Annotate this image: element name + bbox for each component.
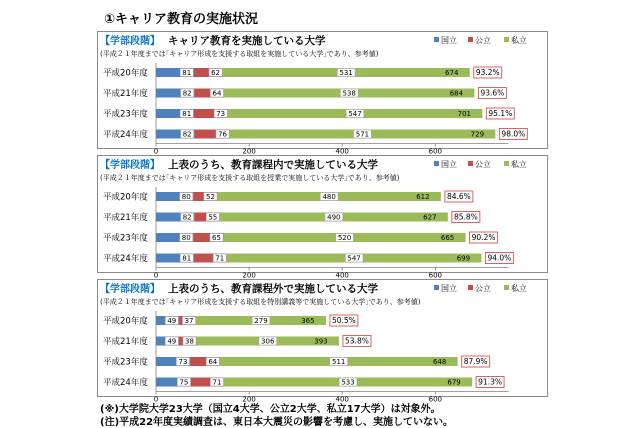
category-label: 平成21年度: [103, 89, 148, 99]
page-title: ①キャリア教育の実施状況: [104, 12, 259, 27]
chart-svg: [98, 156, 549, 280]
value-label: 306: [261, 337, 275, 346]
value-label: 73: [216, 110, 226, 118]
legend-label: 公立: [475, 160, 491, 169]
legend-swatch-1: [468, 37, 473, 42]
value-label: 75: [179, 378, 189, 387]
x-tick-label: 400: [335, 395, 349, 404]
value-label: 547: [348, 110, 362, 118]
value-label: 49: [167, 337, 177, 346]
x-tick-label: 0: [153, 395, 159, 404]
total-label: 684: [449, 89, 464, 98]
x-tick-label: 200: [242, 271, 256, 280]
value-label: 531: [339, 69, 353, 77]
footnote-excluded: (※)大学院大学23大学（国立4大学、公立2大学、私立17大学）は対象外。: [100, 404, 441, 415]
value-label: 279: [254, 317, 268, 325]
chart-title: キャリア教育を実施している大学: [168, 35, 326, 47]
x-tick-label: 0: [153, 271, 159, 280]
category-label: 平成21年度: [103, 213, 148, 223]
total-label: 393: [314, 337, 328, 346]
x-tick-label: 400: [335, 147, 349, 156]
value-label: 49: [167, 317, 177, 325]
legend-label: 公立: [475, 36, 491, 45]
rate-label: 53.8%: [345, 336, 369, 346]
legend-label: 私立: [511, 36, 527, 45]
legend-swatch-1: [468, 161, 473, 166]
x-tick-label: 600: [428, 147, 442, 156]
total-label: 699: [456, 254, 471, 263]
value-label: 480: [322, 193, 336, 201]
rate-label: 85.8%: [453, 212, 478, 222]
category-label: 平成20年度: [103, 192, 148, 203]
category-label: 平成24年度: [103, 378, 148, 388]
value-label: 533: [341, 378, 355, 387]
chart-tag: 【学部段階】: [100, 36, 160, 47]
chart-svg: [98, 32, 549, 156]
value-label: 64: [208, 358, 218, 366]
value-label: 71: [215, 254, 225, 263]
rate-label: 93.2%: [475, 68, 500, 77]
legend-swatch-2: [504, 285, 509, 290]
value-label: 571: [355, 130, 370, 139]
legend-swatch-0: [434, 285, 439, 290]
total-label: 679: [447, 378, 461, 387]
chart-panel-in-curriculum: [97, 155, 548, 280]
category-label: 平成20年度: [103, 316, 148, 327]
legend-label: 国立: [441, 36, 457, 45]
value-label: 76: [218, 130, 228, 139]
value-label: 64: [212, 89, 222, 98]
category-label: 平成23年度: [103, 109, 148, 120]
value-label: 80: [181, 234, 191, 242]
x-tick-label: 600: [428, 271, 442, 280]
value-label: 547: [347, 254, 361, 263]
value-label: 490: [327, 213, 341, 222]
total-label: 665: [440, 234, 455, 242]
chart-title: 上表のうち、教育課程外で実施している大学: [168, 283, 378, 295]
rate-label: 98.0%: [501, 129, 526, 139]
rate-label: 87.9%: [463, 357, 488, 366]
value-label: 80: [181, 193, 191, 201]
chart-panel-all-careers: [97, 31, 548, 156]
total-label: 729: [470, 130, 485, 139]
chart-subtitle: (平成２１年度までは｢キャリア形成を支援する取組を授業で実施している大学｣であり、参考値): [100, 174, 400, 182]
value-label: 82: [182, 213, 192, 222]
chart-panel-out-curriculum: [97, 279, 548, 404]
legend-label: 国立: [441, 160, 457, 169]
category-label: 平成20年度: [103, 68, 148, 79]
value-label: 37: [184, 317, 194, 325]
value-label: 538: [342, 89, 356, 98]
total-label: 627: [423, 213, 437, 222]
category-label: 平成23年度: [103, 357, 148, 368]
x-tick-label: 200: [242, 147, 256, 156]
rate-label: 90.2%: [471, 233, 496, 242]
legend-swatch-0: [434, 161, 439, 166]
total-label: 648: [432, 358, 447, 366]
value-label: 82: [182, 130, 192, 139]
legend-label: 私立: [511, 284, 527, 293]
value-label: 511: [332, 358, 346, 366]
total-label: 674: [445, 69, 459, 77]
total-label: 365: [301, 317, 315, 325]
chart-subtitle: (平成２１年度までは｢キャリア形成を支援する取組を特別講義等で実施している大学｣であり、参考値): [100, 298, 421, 306]
x-tick-label: 400: [335, 271, 349, 280]
chart-tag: 【学部段階】: [100, 160, 160, 171]
rate-label: 50.5%: [331, 316, 356, 325]
chart-tag: 【学部段階】: [100, 284, 160, 295]
legend-label: 私立: [511, 160, 527, 169]
rate-label: 95.1%: [488, 109, 513, 118]
value-label: 73: [178, 358, 188, 366]
chart-subtitle: (平成２１年度までは｢キャリア形成を支援する取組を実施している大学｣であり、参考値): [100, 50, 379, 58]
value-label: 62: [211, 69, 221, 77]
category-label: 平成24年度: [103, 254, 148, 264]
value-label: 81: [182, 69, 192, 77]
x-tick-label: 200: [242, 395, 256, 404]
value-label: 65: [212, 234, 221, 242]
value-label: 81: [182, 254, 192, 263]
legend-swatch-2: [504, 37, 509, 42]
legend-label: 国立: [441, 284, 457, 293]
chart-svg: [98, 280, 549, 404]
value-label: 71: [212, 378, 222, 387]
value-label: 82: [182, 89, 192, 98]
legend-label: 公立: [475, 284, 491, 293]
rate-label: 91.3%: [478, 377, 502, 387]
rate-label: 94.0%: [487, 253, 512, 263]
legend-swatch-2: [504, 161, 509, 166]
category-label: 平成23年度: [103, 233, 148, 244]
total-label: 612: [416, 193, 430, 201]
value-label: 55: [208, 213, 218, 222]
category-label: 平成21年度: [103, 337, 148, 347]
footnote-no-survey: (注)平成22年度実績調査は、東日本大震災の影響を考慮し、実施していない。: [100, 417, 454, 428]
value-label: 38: [185, 337, 194, 346]
x-tick-label: 600: [428, 395, 442, 404]
rate-label: 93.6%: [480, 88, 505, 98]
chart-title: 上表のうち、教育課程内で実施している大学: [168, 159, 378, 171]
value-label: 520: [337, 234, 352, 242]
x-tick-label: 0: [153, 147, 159, 156]
rate-label: 84.6%: [446, 192, 471, 201]
legend-swatch-0: [434, 37, 439, 42]
total-label: 701: [457, 110, 472, 118]
legend-swatch-1: [468, 285, 473, 290]
value-label: 52: [205, 193, 215, 201]
value-label: 81: [182, 110, 192, 118]
category-label: 平成24年度: [103, 130, 148, 140]
